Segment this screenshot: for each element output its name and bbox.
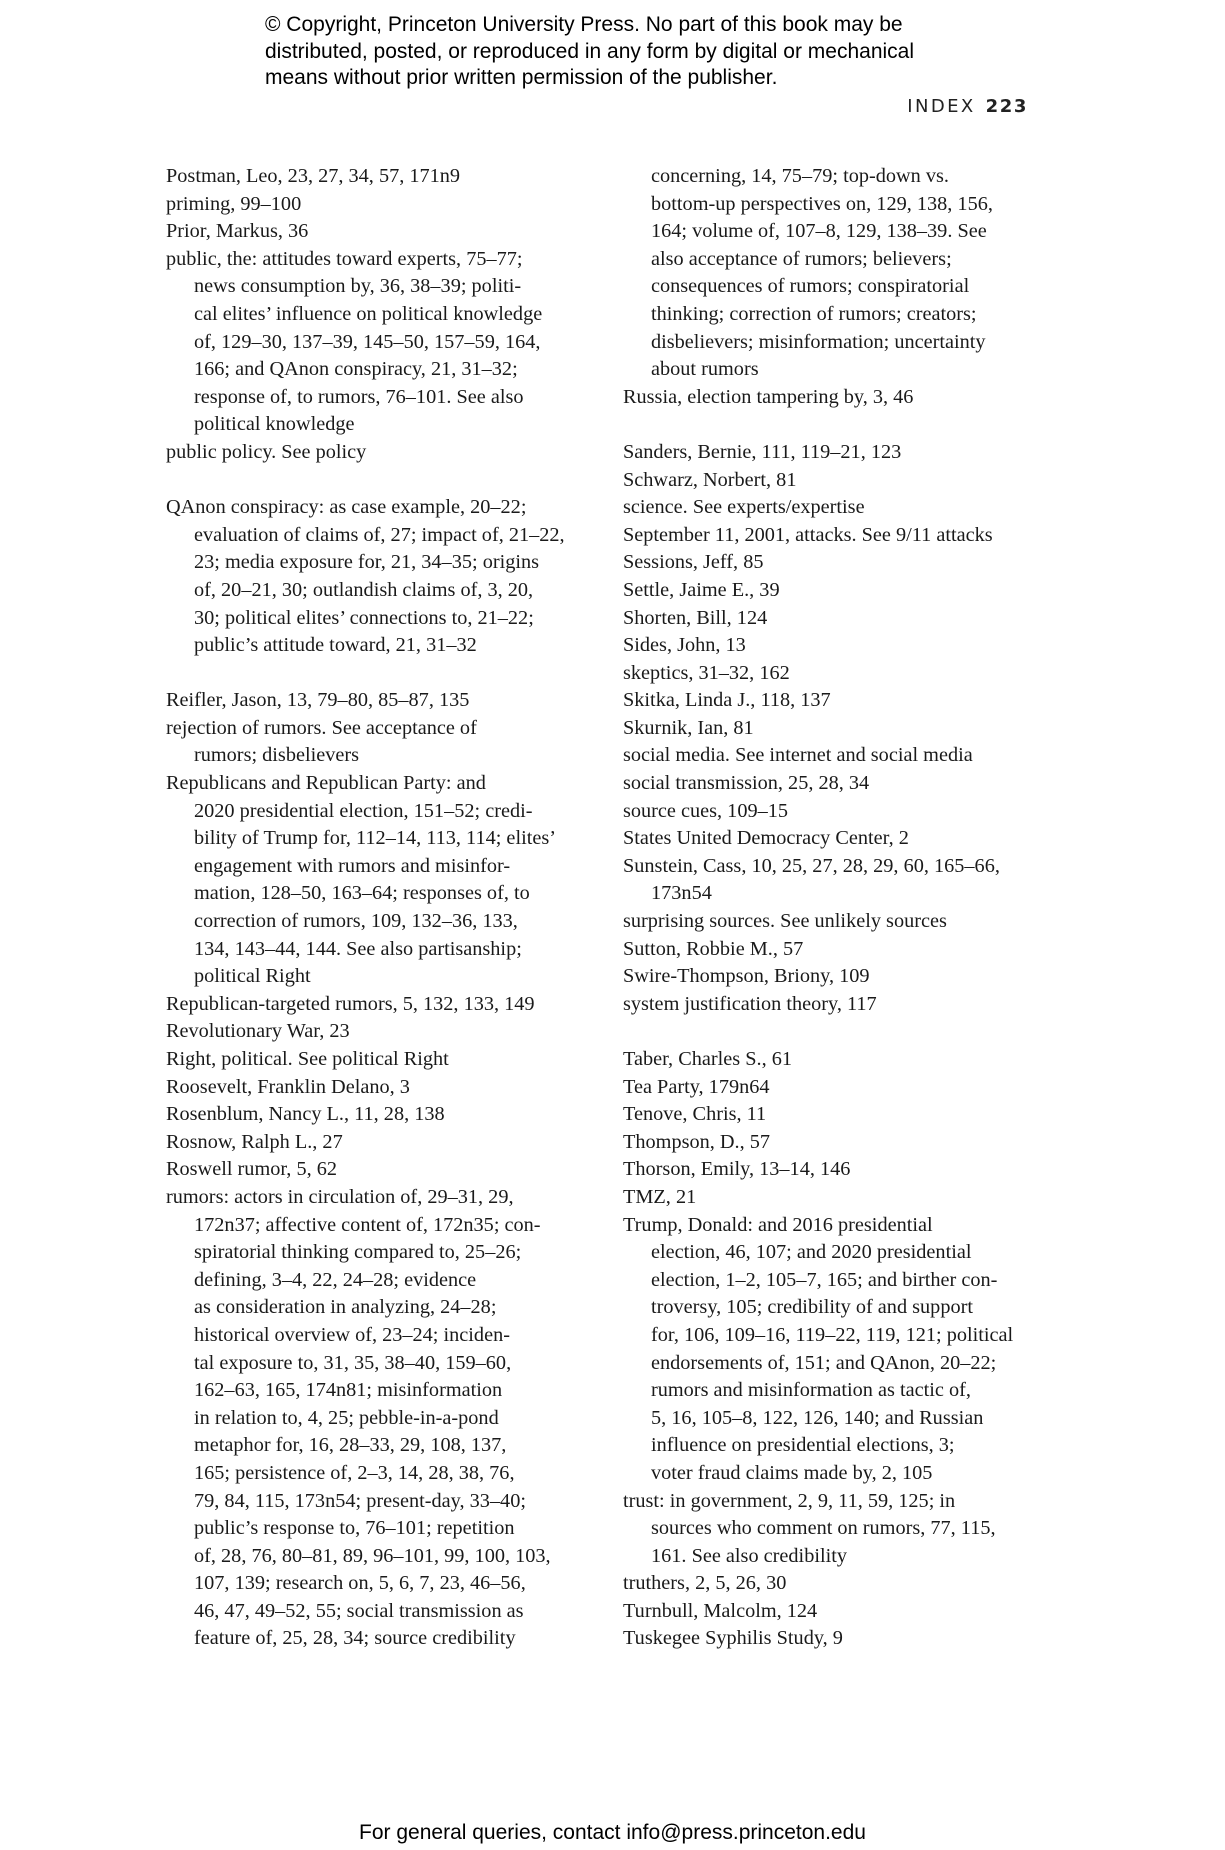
letter-group-gap bbox=[623, 411, 1053, 439]
index-entry-line: political knowledge bbox=[194, 413, 355, 436]
index-entry-line: Revolutionary War, 23 bbox=[166, 1020, 350, 1043]
index-entry-line: as consideration in analyzing, 24–28; bbox=[194, 1296, 497, 1319]
copyright-line: means without prior written permission of the publisher. bbox=[265, 66, 778, 89]
index-entry-line: 165; persistence of, 2–3, 14, 28, 38, 76, bbox=[194, 1461, 515, 1484]
index-entry bbox=[623, 467, 1053, 495]
index-entry bbox=[623, 825, 1053, 853]
index-entry-line: bility of Trump for, 112–14, 113, 114; elites’ bbox=[194, 827, 556, 850]
index-entry-continued bbox=[623, 163, 1053, 384]
index-entry-line: Tuskegee Syphilis Study, 9 bbox=[623, 1627, 843, 1650]
index-entry-line: Sutton, Robbie M., 57 bbox=[623, 937, 804, 960]
index-entry-line: feature of, 25, 28, 34; source credibility bbox=[194, 1627, 516, 1650]
index-entry-line: source cues, 109–15 bbox=[623, 799, 789, 822]
index-entry-line: Settle, Jaime E., 39 bbox=[623, 578, 780, 601]
index-entry-line: election, 1–2, 105–7, 165; and birther con- bbox=[651, 1268, 998, 1291]
index-entry-line: for, 106, 109–16, 119–22, 119, 121; political bbox=[651, 1323, 1014, 1346]
index-entry bbox=[623, 1488, 1053, 1571]
index-entry bbox=[623, 549, 1053, 577]
index-entry-line: public’s attitude toward, 21, 31–32 bbox=[194, 634, 477, 657]
index-entry bbox=[166, 218, 586, 246]
index-entry bbox=[166, 1101, 586, 1129]
index-entry bbox=[166, 1184, 586, 1653]
index-entry-line: QAnon conspiracy: as case example, 20–22; bbox=[166, 496, 527, 519]
index-entry bbox=[623, 687, 1053, 715]
index-entry bbox=[623, 770, 1053, 798]
index-entry-line: 162–63, 165, 174n81; misinformation bbox=[194, 1379, 503, 1402]
index-column-right bbox=[623, 163, 1053, 1653]
letter-group-gap bbox=[166, 467, 586, 495]
page-number: 223 bbox=[985, 96, 1028, 117]
index-entry bbox=[166, 1129, 586, 1157]
index-entry-line: Skitka, Linda J., 118, 137 bbox=[623, 689, 831, 712]
index-entry-line: truthers, 2, 5, 26, 30 bbox=[623, 1572, 787, 1595]
index-entry bbox=[623, 1625, 1053, 1653]
index-entry-line: Taber, Charles S., 61 bbox=[623, 1048, 792, 1070]
index-entry-line: Thompson, D., 57 bbox=[623, 1130, 771, 1153]
index-entry-line: rumors: actors in circulation of, 29–31, 29, bbox=[166, 1185, 514, 1208]
index-entry-line: tal exposure to, 31, 35, 38–40, 159–60, bbox=[194, 1351, 512, 1374]
index-entry-line: Roosevelt, Franklin Delano, 3 bbox=[166, 1075, 410, 1098]
index-entry-line: 161. See also credibility bbox=[651, 1544, 848, 1567]
index-entry bbox=[166, 991, 586, 1019]
running-head-label: INDEX bbox=[907, 96, 976, 117]
index-entry bbox=[623, 522, 1053, 550]
index-entry-line: rejection of rumors. See acceptance of bbox=[166, 716, 477, 739]
running-head bbox=[907, 96, 1028, 117]
index-entry-line: election, 46, 107; and 2020 presidential bbox=[651, 1241, 972, 1264]
index-entry-line: evaluation of claims of, 27; impact of, 21–22, bbox=[194, 523, 565, 546]
index-entry-line: of, 20–21, 30; outlandish claims of, 3, 20, bbox=[194, 578, 534, 601]
index-entry bbox=[623, 1212, 1053, 1488]
index-entry-line: Turnbull, Malcolm, 124 bbox=[623, 1599, 818, 1622]
index-entry-line: 2020 presidential election, 151–52; credi- bbox=[194, 799, 533, 822]
index-entry bbox=[623, 853, 1053, 908]
index-entry bbox=[623, 660, 1053, 688]
index-entry-line: Postman, Leo, 23, 27, 34, 57, 171n9 bbox=[166, 165, 461, 187]
index-entry bbox=[623, 577, 1053, 605]
index-entry-line: September 11, 2001, attacks. See 9/11 attacks bbox=[623, 523, 993, 546]
index-entry bbox=[623, 1046, 1053, 1074]
index-entry-line: Republican-targeted rumors, 5, 132, 133, 149 bbox=[166, 992, 535, 1015]
index-entry-line: cal elites’ influence on political knowledge bbox=[194, 302, 543, 325]
index-entry-line: of, 28, 76, 80–81, 89, 96–101, 99, 100, 103, bbox=[194, 1544, 551, 1567]
index-entry-line: metaphor for, 16, 28–33, 29, 108, 137, bbox=[194, 1434, 507, 1457]
index-entry-line: Shorten, Bill, 124 bbox=[623, 606, 768, 629]
index-entry-line: defining, 3–4, 22, 24–28; evidence bbox=[194, 1268, 477, 1291]
index-entry-line: surprising sources. See unlikely sources bbox=[623, 910, 947, 933]
index-entry-line: States United Democracy Center, 2 bbox=[623, 827, 909, 850]
index-entry bbox=[623, 494, 1053, 522]
index-entry-line: science. See experts/expertise bbox=[623, 496, 865, 519]
index-entry-line: Sanders, Bernie, 111, 119–21, 123 bbox=[623, 440, 902, 463]
index-entry-line: 173n54 bbox=[651, 882, 712, 905]
index-entry-line: endorsements of, 151; and QAnon, 20–22; bbox=[651, 1351, 997, 1374]
index-entry-line: voter fraud claims made by, 2, 105 bbox=[651, 1461, 933, 1484]
index-entry-line: social media. See internet and social media bbox=[623, 744, 973, 767]
index-entry-line: Roswell rumor, 5, 62 bbox=[166, 1158, 338, 1181]
index-entry-line: 172n37; affective content of, 172n35; con- bbox=[194, 1213, 541, 1236]
index-entry-line: public, the: attitudes toward experts, 75–77; bbox=[166, 247, 523, 270]
index-entry-line: Prior, Markus, 36 bbox=[166, 220, 309, 243]
index-entry-line: troversy, 105; credibility of and support bbox=[651, 1296, 973, 1319]
index-entry-line: disbelievers; misinformation; uncertainty bbox=[651, 330, 986, 353]
index-entry-line: spiratorial thinking compared to, 25–26; bbox=[194, 1241, 522, 1264]
index-entry-line: 23; media exposure for, 21, 34–35; origins bbox=[194, 551, 540, 574]
index-entry-line: concerning, 14, 75–79; top-down vs. bbox=[651, 165, 949, 187]
index-entry bbox=[166, 770, 586, 991]
index-entry bbox=[166, 1046, 586, 1074]
index-entry-line: 5, 16, 105–8, 122, 126, 140; and Russian bbox=[651, 1406, 984, 1429]
index-entry-line: 30; political elites’ connections to, 21–22; bbox=[194, 606, 534, 629]
index-entry bbox=[623, 742, 1053, 770]
index-entry bbox=[166, 1018, 586, 1046]
index-entry-line: trust: in government, 2, 9, 11, 59, 125; in bbox=[623, 1489, 956, 1512]
index-entry-line: 107, 139; research on, 5, 6, 7, 23, 46–56, bbox=[194, 1572, 526, 1595]
index-entry-line: engagement with rumors and misinfor- bbox=[194, 854, 511, 877]
index-entry-line: system justification theory, 117 bbox=[623, 992, 877, 1015]
index-entry-line: Sessions, Jeff, 85 bbox=[623, 551, 764, 574]
index-entry bbox=[166, 1074, 586, 1102]
index-entry-line: Schwarz, Norbert, 81 bbox=[623, 468, 797, 491]
index-entry-line: rumors; disbelievers bbox=[194, 744, 360, 767]
index-entry-line: TMZ, 21 bbox=[623, 1185, 697, 1208]
index-entry-line: thinking; correction of rumors; creators; bbox=[651, 302, 977, 325]
index-entry bbox=[166, 246, 586, 439]
index-entry bbox=[166, 1156, 586, 1184]
index-entry-line: public policy. See policy bbox=[166, 440, 367, 463]
index-entry-line: historical overview of, 23–24; inciden- bbox=[194, 1323, 510, 1346]
index-entry-line: Rosnow, Ralph L., 27 bbox=[166, 1130, 343, 1153]
copyright-line: © Copyright, Princeton University Press. No part of this book may be bbox=[265, 13, 903, 36]
index-entry-line: also acceptance of rumors; believers; bbox=[651, 247, 952, 270]
index-entry bbox=[623, 1184, 1053, 1212]
index-entry bbox=[623, 1598, 1053, 1626]
index-entry bbox=[623, 1156, 1053, 1184]
index-entry-line: 166; and QAnon conspiracy, 21, 31–32; bbox=[194, 358, 518, 381]
index-entry-line: about rumors bbox=[651, 358, 759, 381]
index-entry bbox=[623, 798, 1053, 826]
index-entry bbox=[166, 494, 586, 660]
index-entry-line: 134, 143–44, 144. See also partisanship; bbox=[194, 937, 522, 960]
index-entry-line: news consumption by, 36, 38–39; politi- bbox=[194, 275, 522, 298]
index-entry-line: rumors and misinformation as tactic of, bbox=[651, 1379, 971, 1402]
index-entry-line: Skurnik, Ian, 81 bbox=[623, 716, 754, 739]
index-entry bbox=[623, 1074, 1053, 1102]
index-entry-line: political Right bbox=[194, 965, 311, 988]
index-entry bbox=[623, 439, 1053, 467]
index-entry bbox=[623, 908, 1053, 936]
index-entry-line: Right, political. See political Right bbox=[166, 1048, 449, 1070]
footer-contact: For general queries, contact info@press.princeton.edu bbox=[359, 1821, 866, 1844]
index-entry bbox=[166, 715, 586, 770]
index-entry bbox=[623, 963, 1053, 991]
index-entry-line: Swire-Thompson, Briony, 109 bbox=[623, 965, 870, 988]
letter-group-gap bbox=[623, 1018, 1053, 1046]
index-entry bbox=[166, 191, 586, 219]
index-entry-line: Thorson, Emily, 13–14, 146 bbox=[623, 1158, 851, 1181]
index-entry-line: skeptics, 31–32, 162 bbox=[623, 661, 790, 684]
index-entry-line: Tenove, Chris, 11 bbox=[623, 1103, 767, 1126]
index-entry-line: social transmission, 25, 28, 34 bbox=[623, 772, 870, 795]
index-entry-line: Rosenblum, Nancy L., 11, 28, 138 bbox=[166, 1103, 445, 1126]
copyright-line: distributed, posted, or reproduced in any form by digital or mechanical bbox=[265, 39, 915, 63]
index-entry-line: influence on presidential elections, 3; bbox=[651, 1434, 955, 1457]
index-entry bbox=[623, 1129, 1053, 1157]
index-entry bbox=[623, 632, 1053, 660]
index-entry-line: correction of rumors, 109, 132–36, 133, bbox=[194, 910, 518, 933]
index-entry-line: 79, 84, 115, 173n54; present-day, 33–40; bbox=[194, 1489, 526, 1512]
index-entry-line: Russia, election tampering by, 3, 46 bbox=[623, 385, 914, 408]
index-entry bbox=[623, 605, 1053, 633]
index-entry-line: Sunstein, Cass, 10, 25, 27, 28, 29, 60, 165–66, bbox=[623, 854, 1000, 877]
index-entry-line: Reifler, Jason, 13, 79–80, 85–87, 135 bbox=[166, 689, 470, 712]
index-entry bbox=[623, 1101, 1053, 1129]
index-entry-line: bottom-up perspectives on, 129, 138, 156, bbox=[651, 192, 993, 215]
index-entry bbox=[623, 715, 1053, 743]
copyright-notice bbox=[265, 12, 1025, 92]
index-entry-line: Trump, Donald: and 2016 presidential bbox=[623, 1213, 933, 1236]
index-entry-line: 164; volume of, 107–8, 129, 138–39. See bbox=[651, 220, 987, 243]
index-entry-line: public’s response to, 76–101; repetition bbox=[194, 1517, 515, 1540]
index-entry bbox=[166, 439, 586, 467]
index-entry bbox=[166, 687, 586, 715]
index-column-left bbox=[166, 163, 586, 1653]
index-entry-line: Sides, John, 13 bbox=[623, 634, 746, 657]
index-entry-line: of, 129–30, 137–39, 145–50, 157–59, 164, bbox=[194, 330, 541, 353]
index-entry bbox=[166, 163, 586, 191]
index-entry bbox=[623, 384, 1053, 412]
index-entry-line: Republicans and Republican Party: and bbox=[166, 772, 486, 795]
index-entry-line: sources who comment on rumors, 77, 115, bbox=[651, 1517, 996, 1540]
index-entry bbox=[623, 991, 1053, 1019]
index-entry-line: 46, 47, 49–52, 55; social transmission as bbox=[194, 1599, 524, 1622]
index-entry-line: response of, to rumors, 76–101. See also bbox=[194, 385, 524, 408]
index-entry-line: priming, 99–100 bbox=[166, 192, 302, 215]
index-entry-line: consequences of rumors; conspiratorial bbox=[651, 275, 970, 298]
index-entry-line: mation, 128–50, 163–64; responses of, to bbox=[194, 882, 530, 905]
index-entry bbox=[623, 1570, 1053, 1598]
index-entry-line: in relation to, 4, 25; pebble-in-a-pond bbox=[194, 1406, 499, 1429]
letter-group-gap bbox=[166, 660, 586, 688]
index-entry bbox=[623, 936, 1053, 964]
index-entry-line: Tea Party, 179n64 bbox=[623, 1075, 770, 1098]
